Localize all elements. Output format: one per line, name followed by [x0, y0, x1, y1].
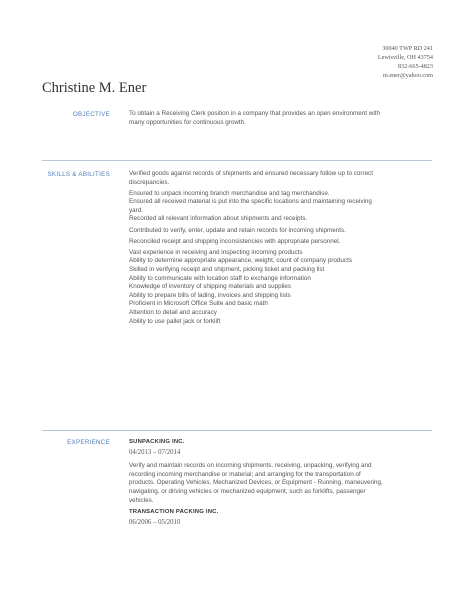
- skill-item: Ensured all received material is put into the specific locations and maintaining receiving yard.: [129, 198, 372, 214]
- objective-label: OBJECTIVE: [72, 111, 110, 118]
- skill-item: Knowledge of inventory of shipping materials and supplies: [129, 283, 292, 291]
- skills-label: SKILLS & ABILITIES: [47, 171, 110, 178]
- job-dates: 06/2006 – 05/2010: [129, 518, 181, 526]
- skill-item: Ability to use pallet jack or forklift: [129, 317, 221, 325]
- company-name: SUNPACKING INC.: [129, 439, 185, 445]
- company-name: TRANSACTION PACKING INC.: [129, 509, 219, 516]
- job-description: Verify and maintain records on incoming shipments. receiving, unpacking, verifying and recording incoming merchandise or material; and arranging for the transportation of products. Operating Vehicles, Mechanized Devices, or Equipment - Running, maneuvering, navigating, or driving vehicles or mechanized equipment, such as forklifts, passenger vehicles.: [129, 462, 383, 504]
- address-line-1: 30040 TWP RD 241: [382, 45, 433, 52]
- skill-item: Ability to communicate with location staff to exchange information: [129, 274, 311, 282]
- skills-list: [129, 170, 384, 326]
- skill-item: Ability to prepare bills of lading, invoices and shipping lists: [129, 291, 291, 299]
- skill-item: Reconciled receipt and shipping inconsistencies with appropriate personnel.: [129, 237, 341, 245]
- skill-item: Recorded all relevant information about shipments and receipts.: [129, 215, 308, 223]
- skill-item: Attention to detail and accuracy: [129, 308, 217, 316]
- job-entry: [129, 508, 384, 527]
- skill-item: Contributed to verify, enter, update and retain records for incoming shipments.: [129, 226, 346, 234]
- candidate-name: Christine M. Ener: [42, 80, 147, 96]
- phone-number: 832-665-4823: [397, 63, 433, 70]
- contact-block: [378, 44, 433, 80]
- skill-item: Proficient in Microsoft Office Suite and basic math: [129, 300, 268, 308]
- job-entry: [129, 438, 384, 505]
- experience-label: EXPERIENCE: [67, 439, 110, 446]
- skill-item: Ensured to unpack incoming branch merchandise and tag merchandise.: [129, 189, 330, 197]
- job-dates: 04/2013 – 07/2014: [129, 448, 181, 456]
- skill-item: Vast experience in receiving and inspecting incoming products: [129, 248, 303, 256]
- skill-item: Verified goods against records of shipments and ensured necessary follow up to correct discrepancies.: [129, 170, 373, 186]
- skill-item: Ability to determine appropriate appearance, weight, count of company products: [129, 257, 352, 265]
- experience-list: [129, 438, 384, 532]
- section-divider: [42, 160, 432, 161]
- section-divider: [42, 430, 432, 431]
- objective-text: To obtain a Receiving Clerk position in a company that provides an open environment with many opportunities for continuous growth.: [129, 110, 380, 126]
- skill-item: Skilled in verifying receipt and shipment, picking ticket and packing list: [129, 265, 325, 273]
- email-address: m.ener@yahoo.com: [382, 72, 433, 79]
- address-line-2: Lewisville, OH 43754: [377, 54, 433, 61]
